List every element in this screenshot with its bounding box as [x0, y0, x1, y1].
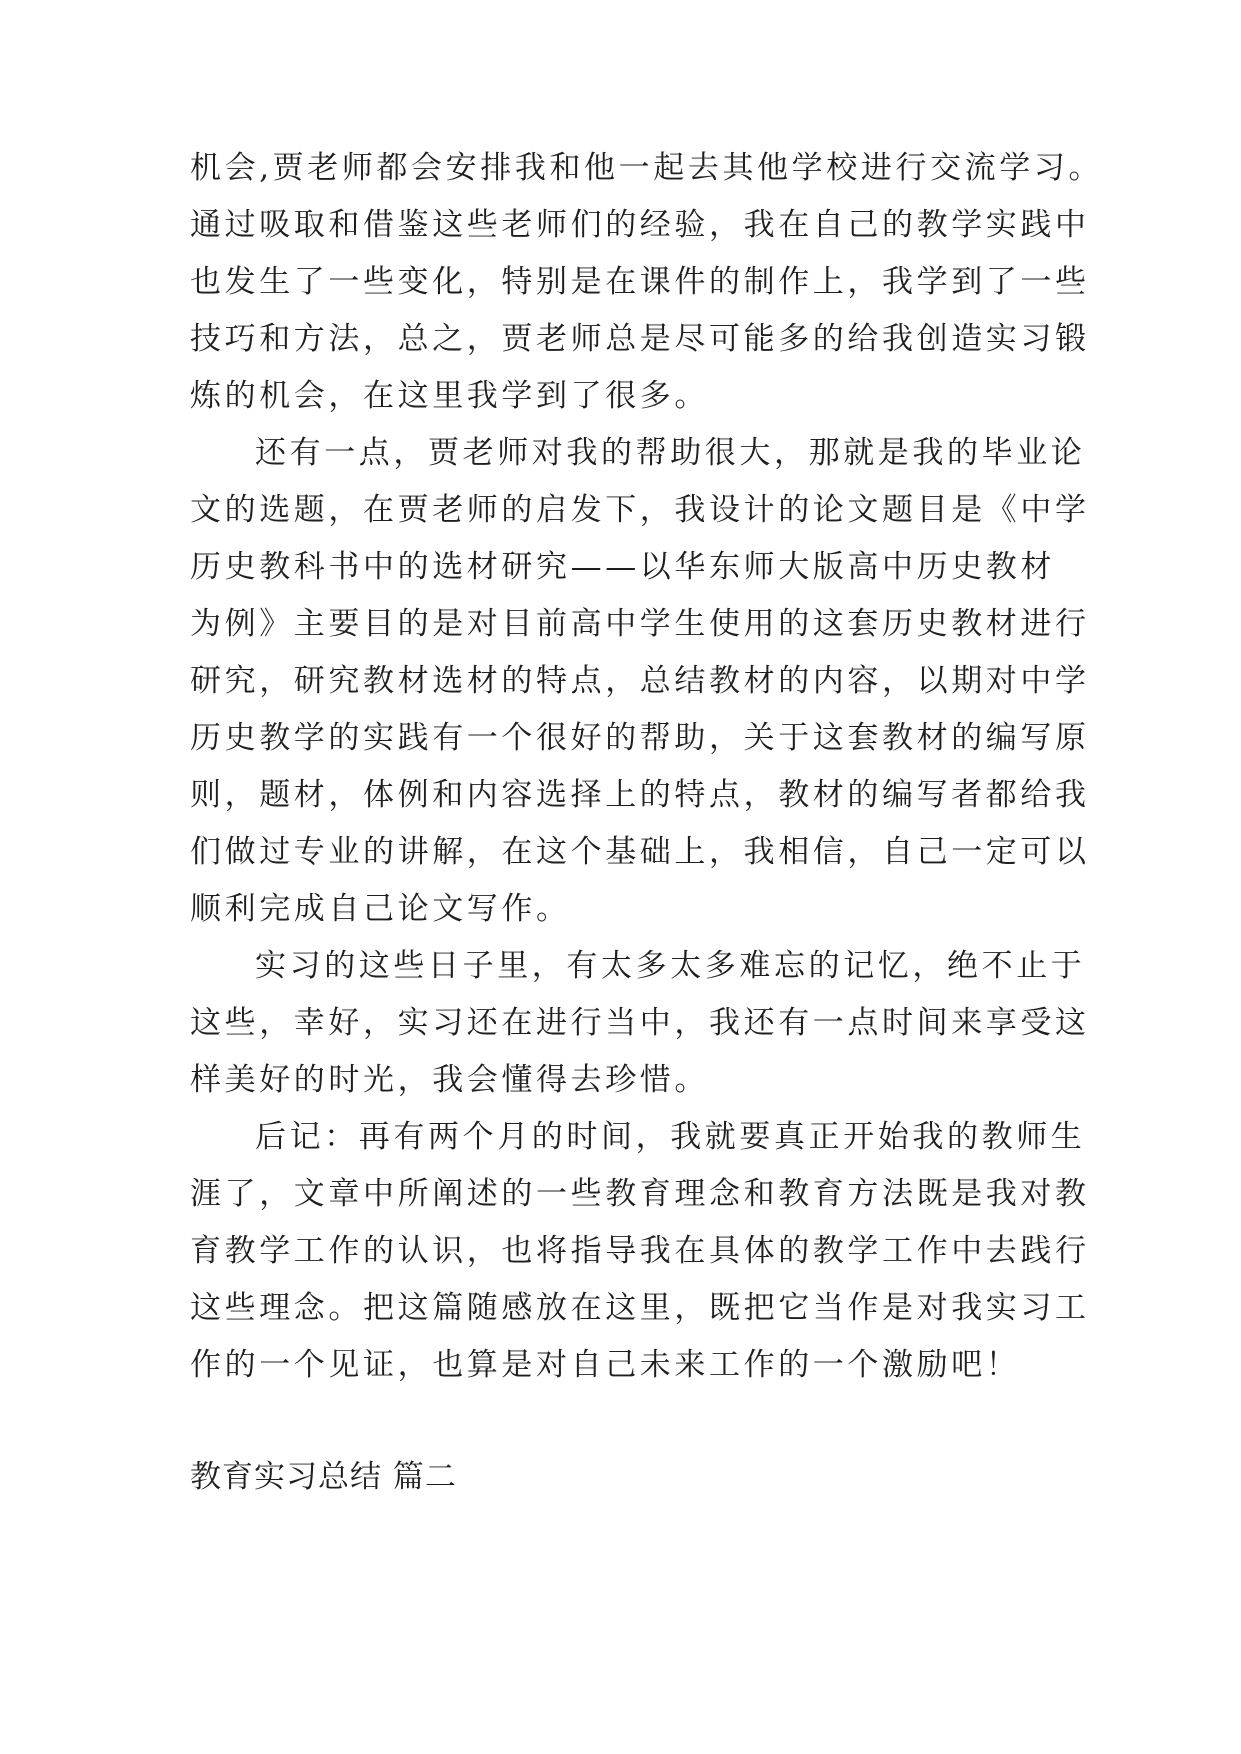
body-line: 则，题材，体例和内容选择上的特点，教材的编写者都给我 [190, 777, 1090, 813]
body-line: 研究，研究教材选材的特点，总结教材的内容，以期对中学 [190, 663, 1090, 699]
body-line: 样美好的时光，我会懂得去珍惜。 [190, 1062, 709, 1098]
body-line: 顺利完成自己论文写作。 [190, 891, 571, 927]
body-line: 历史教科书中的选材研究——以华东师大版高中历史教材 [190, 549, 1055, 585]
body-line: 机会,贾老师都会安排我和他一起去其他学校进行交流学习。 [190, 150, 1104, 186]
body-line: 育教学工作的认识，也将指导我在具体的教学工作中去践行 [190, 1233, 1090, 1269]
section-heading: 教育实习总结 篇二 [190, 1459, 457, 1495]
body-line: 也发生了一些变化，特别是在课件的制作上，我学到了一些 [190, 264, 1090, 300]
body-line: 技巧和方法，总之，贾老师总是尽可能多的给我创造实习锻 [190, 321, 1090, 357]
body-line: 这些理念。把这篇随感放在这里，既把它当作是对我实习工 [190, 1290, 1090, 1326]
paragraph-first-line: 后记：再有两个月的时间，我就要真正开始我的教师生 [255, 1119, 1086, 1155]
paragraph-first-line: 实习的这些日子里，有太多太多难忘的记忆，绝不止于 [255, 948, 1086, 984]
paragraph-first-line: 还有一点，贾老师对我的帮助很大，那就是我的毕业论 [255, 435, 1086, 471]
body-line: 为例》主要目的是对目前高中学生使用的这套历史教材进行 [190, 606, 1090, 642]
body-line: 涯了，文章中所阐述的一些教育理念和教育方法既是我对教 [190, 1176, 1090, 1212]
body-line: 作的一个见证，也算是对自己未来工作的一个激励吧！ [190, 1347, 1021, 1383]
body-line: 文的选题，在贾老师的启发下，我设计的论文题目是《中学 [190, 492, 1090, 528]
body-line: 历史教学的实践有一个很好的帮助，关于这套教材的编写原 [190, 720, 1090, 756]
body-line: 通过吸取和借鉴这些老师们的经验，我在自己的教学实践中 [190, 207, 1090, 243]
body-line: 这些，幸好，实习还在进行当中，我还有一点时间来享受这 [190, 1005, 1090, 1041]
body-line: 炼的机会，在这里我学到了很多。 [190, 378, 709, 414]
body-line: 们做过专业的讲解，在这个基础上，我相信，自己一定可以 [190, 834, 1090, 870]
